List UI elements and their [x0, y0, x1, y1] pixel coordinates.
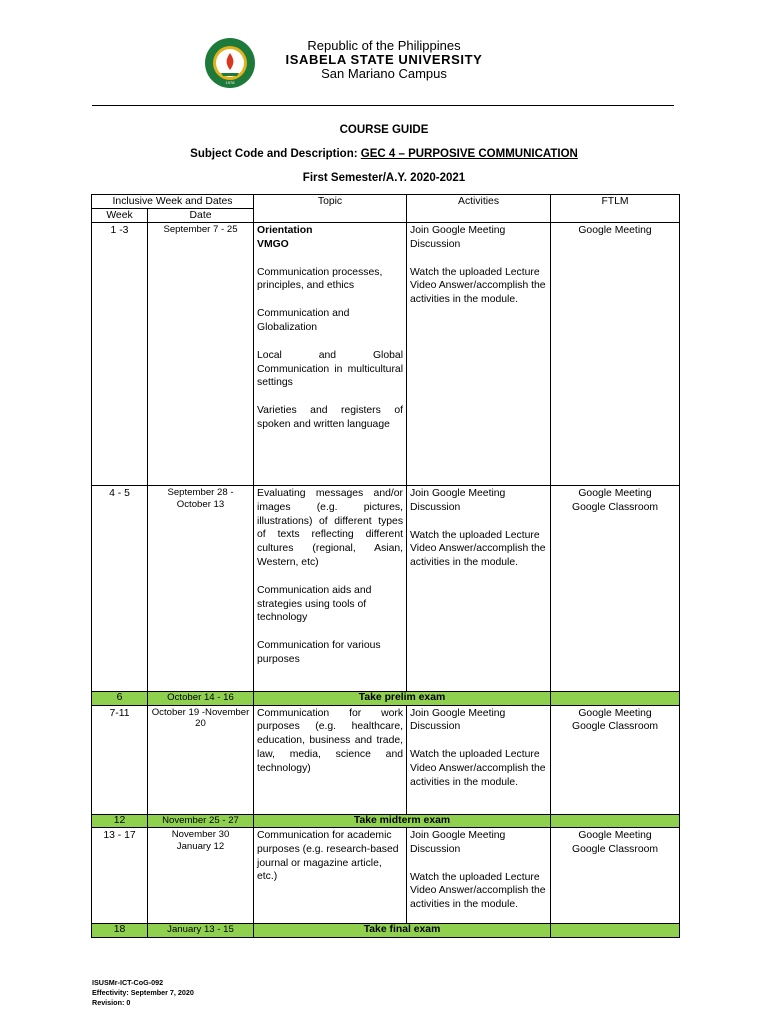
week-cell: 18 [92, 924, 148, 938]
header-university: ISABELA STATE UNIVERSITY [285, 52, 483, 67]
ftlm-cell [551, 828, 680, 924]
table-row [92, 705, 680, 814]
header-campus: San Mariano Campus [321, 66, 447, 81]
footer-effectivity: Effectivity: September 7, 2020 [92, 988, 194, 997]
topic-item: Communication for work purposes (e.g. healthcare, education, business and trade, law, media, science and technology) [257, 707, 404, 774]
ftlm-item: Google Classroom [571, 843, 659, 855]
activity-item: Join Google Meeting Discussion [410, 830, 506, 855]
topic-cell [254, 828, 407, 924]
topic-cell [254, 486, 407, 692]
week-cell: 13 - 17 [92, 828, 148, 924]
activity-item: Join Google Meeting Discussion [410, 488, 506, 513]
exam-row [92, 814, 680, 828]
footer-code: ISUSMr-ICT-CoG-092 [92, 978, 164, 987]
topic-item: Communication for various purposes [257, 640, 381, 665]
ftlm-cell [551, 692, 680, 706]
doc-title: COURSE GUIDE [339, 124, 429, 136]
week-cell: 7-11 [92, 705, 148, 814]
ftlm-item: Google Meeting [578, 830, 652, 841]
header-topic: Topic [254, 195, 407, 223]
exam-label: Take midterm exam [254, 814, 551, 828]
subject-prefix: Subject Code and Description: [190, 148, 358, 160]
activities-cell [407, 705, 551, 814]
activities-cell [407, 223, 551, 486]
course-guide-table [91, 194, 680, 938]
activities-cell [407, 828, 551, 924]
header-date: Date [148, 209, 254, 223]
topic-cell [254, 223, 407, 486]
topic-heading: VMGO [257, 238, 289, 250]
semester-line: First Semester/A.Y. 2020-2021 [302, 172, 466, 184]
topic-item: Communication for academic purposes (e.g. research-based journal or magazine article, etc.) [257, 830, 399, 883]
exam-row [92, 692, 680, 706]
table-row [92, 486, 680, 692]
ftlm-cell [551, 924, 680, 938]
header-activities: Activities [407, 195, 551, 223]
table-row [92, 223, 680, 486]
activity-item: Watch the uploaded Lecture Video Answer/accomplish the activities in the module. [410, 871, 546, 911]
topic-item: Local and Global Communication in multicultural settings [257, 349, 404, 389]
topic-heading: Orientation [257, 225, 313, 236]
activity-item: Join Google Meeting Discussion [410, 225, 506, 250]
header-inclusive: Inclusive Week and Dates [92, 195, 254, 209]
activities-cell [407, 486, 551, 692]
topic-item: Communication processes, principles, and ethics [257, 266, 383, 292]
ftlm-item: Google Classroom [571, 721, 659, 733]
exam-label: Take prelim exam [254, 692, 551, 706]
ftlm-cell [551, 486, 680, 692]
week-cell: 4 - 5 [92, 486, 148, 692]
table-row [92, 828, 680, 924]
header-republic: Republic of the Philippines [307, 38, 461, 53]
date-line: January 12 [176, 840, 225, 852]
topic-item: Communication aids and strategies using tools of technology [257, 584, 372, 624]
week-cell: 12 [92, 814, 148, 828]
date-cell: January 13 - 15 [148, 924, 254, 938]
activity-item: Watch the uploaded Lecture Video Answer/accomplish the activities in the module. [410, 529, 546, 569]
week-cell: 1 -3 [92, 223, 148, 486]
activity-item: Join Google Meeting Discussion [410, 707, 506, 733]
date-cell [148, 828, 254, 924]
header-divider [92, 105, 674, 106]
exam-label: Take final exam [254, 924, 551, 938]
ftlm-item: Google Meeting [578, 707, 652, 719]
topic-item: Evaluating messages and/or images (e.g. pictures, illustrations) of different types of texts reflecting different cultures (regional, Asian, Western, etc) [257, 488, 404, 568]
ftlm-cell [551, 223, 680, 486]
ftlm-item: Google Meeting [578, 225, 652, 236]
activity-item: Watch the uploaded Lecture Video Answer/accomplish the activities in the module. [410, 749, 546, 788]
topic-item: Communication and Globalization [257, 308, 350, 333]
date-cell: October 19 -November 20 [148, 705, 254, 814]
subject-description: GEC 4 – PURPOSIVE COMMUNICATION [360, 148, 578, 160]
date-cell: September 7 - 25 [148, 223, 254, 486]
ftlm-item: Google Meeting [578, 488, 652, 499]
week-cell: 6 [92, 692, 148, 706]
ftlm-cell [551, 705, 680, 814]
date-line: November 30 [171, 829, 230, 840]
date-cell: September 28 - October 13 [148, 486, 254, 692]
header-ftlm: FTLM [551, 195, 680, 223]
subject-line [0, 148, 768, 160]
date-cell: October 14 - 16 [148, 692, 254, 706]
topic-cell [254, 705, 407, 814]
ftlm-item: Google Classroom [571, 501, 659, 513]
header-week: Week [92, 209, 148, 223]
footer-revision: Revision: 0 [92, 998, 131, 1007]
date-cell: November 25 - 27 [148, 814, 254, 828]
exam-row [92, 924, 680, 938]
seal-year: 1978 [225, 80, 235, 85]
activity-item: Watch the uploaded Lecture Video Answer/accomplish the activities in the module. [410, 266, 546, 306]
topic-item: Varieties and registers of spoken and written language [257, 405, 404, 430]
ftlm-cell [551, 814, 680, 828]
